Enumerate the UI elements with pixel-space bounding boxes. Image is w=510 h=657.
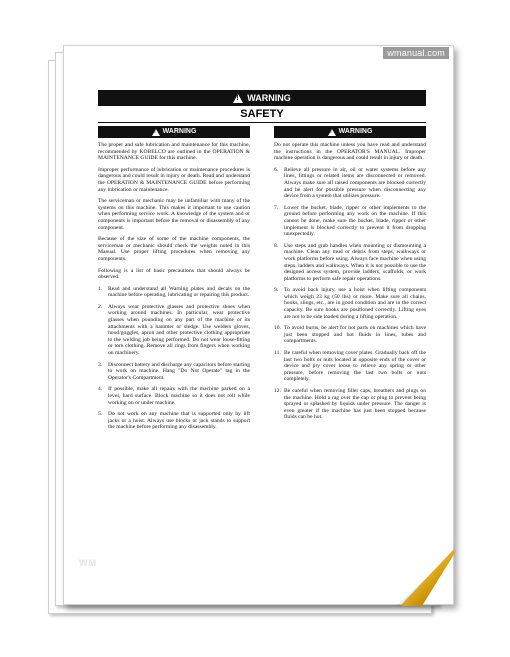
item-number: 3. [98, 361, 103, 368]
left-warning-label: WARNING [162, 127, 197, 135]
precaution-item [98, 286, 250, 299]
precaution-item [98, 362, 250, 382]
item-number: 9. [274, 287, 279, 294]
paragraph: Improper performance of lubrication or maintenance procedures is dangerous and could result in injury or death. Read and understand the OPERATION & MAINTENANCE GUIDE before performing any lubrication or maintenance. [98, 166, 250, 193]
paragraph: The proper and safe lubrication and maintenance for this machine, recommended by KOBELCO are outlined in the OPERATION & MAINTENANCE GUIDE for this machine. [98, 142, 250, 162]
paragraph: Following is a list of basic precautions that should always be observed. [98, 267, 250, 281]
warning-triangle-icon [328, 129, 336, 136]
document-page [63, 45, 454, 605]
item-text: Be careful when removing cover plates. Gradually back off the last two bolts or nuts located at opposite ends of the cover or device and pry cover loose to relieve any spring or other pressure, before removing the last two bolts or nuts completely. [284, 350, 426, 383]
item-text: Be careful when removing filler caps, breathers and plugs on the machine. Hold a rag over the cap or plug to prevent being sprayed or splashed by liquids under pressure. The danger is even greater if the machine has just been stopped because fluids can be hot. [284, 388, 426, 421]
item-number: 6. [274, 166, 279, 173]
precaution-item [274, 325, 426, 345]
item-text: If possible, make all repairs with the machine parked on a level, hard surface. Block machine so it does not roll while working on or under machine. [108, 386, 250, 406]
precaution-item [274, 388, 426, 421]
right-warning-label: WARNING [338, 127, 373, 135]
item-number: 1. [98, 285, 103, 292]
paragraph: Because of the size of some of the machine components, the serviceman or mechanic should check the weights noted in this Manual. Use proper lifting procedures when removing any components. [98, 236, 250, 262]
precaution-item [274, 350, 426, 383]
item-number: 10. [274, 325, 281, 332]
precaution-item [274, 243, 426, 283]
item-number: 8. [274, 242, 279, 249]
top-warning-banner [98, 90, 426, 106]
item-text: Use steps and grab handles when mounting or dismounting a machine. Clean any mud or debris from steps, walkways or work platforms before using. Always face machine when using steps, ladders and walkways. When it is not possible to use the designed access system, provide ladders, scaffolds, or work platforms to perform safe repair operations. [284, 242, 426, 282]
item-number: 7. [274, 204, 279, 211]
precaution-item [274, 205, 426, 238]
intro-paragraph: Do not operate this machine unless you have read and understand the instructions in the OPERATOR'S MANUAL. Improper machine operation is dangerous and could result in injury or death. [274, 142, 426, 162]
right-column [274, 126, 426, 426]
site-watermark: wmanual.com [383, 47, 449, 59]
right-warning-banner [274, 126, 426, 138]
item-number: 5. [98, 411, 103, 418]
warning-triangle-icon [233, 94, 243, 103]
top-warning-label: WARNING [247, 93, 291, 103]
warning-triangle-icon [152, 129, 160, 136]
item-text: To avoid back injury, use a hoist when lifting components which weigh 23 kg (50 lbs) or more. Make sure all chains, hooks, slings, etc., are in good condition and are in the correct capacity. Be sure hooks are positioned correctly. Lifting eyes are not to be side loaded during a lifting operation. [284, 287, 426, 320]
page-title: SAFETY [98, 106, 426, 123]
item-text: Lower the bucket, blade, ripper or other implements to the ground before performing any work on the machine. If this cannot be done, make sure the bucket, blade, ripper or other implement is blocked correctly to prevent it from dropping unexpectedly. [284, 204, 426, 238]
item-number: 11. [274, 350, 281, 357]
precaution-item [98, 386, 250, 406]
left-warning-banner [98, 126, 250, 138]
item-text: To avoid burns, be alert for hot parts on machines which have just been stopped and hot fluids in lines, tubes and compartments. [284, 325, 426, 345]
item-number: 4. [98, 386, 103, 393]
precaution-item [274, 287, 426, 320]
precaution-item [274, 167, 426, 200]
item-text: Do not work on any machine that is supported only by lift jacks or a hoist. Always use blocks or jack stands to support the machine before performing any disassembly. [108, 411, 250, 431]
item-text: Always wear protective glasses and protective shoes when working around machines. In particular, wear protective glasses when pounding on any part of the machine or its attachments with a hammer or sledge. Use welders gloves, hood/goggles, apron and other protective clothing appropriate to the welding job being performed. Do not wear loose-fitting or torn clothing. Remove all rings from fingers when working on machinery. [108, 303, 250, 357]
paragraph: The serviceman or mechanic may be unfamiliar with many of the systems on this machine. This makes it important to use caution when performing service work. A knowledge of the system and or components is important before the removal or disassembly of any component. [98, 198, 250, 231]
item-number: 2. [98, 303, 103, 310]
item-number: 12. [274, 388, 281, 394]
precaution-item [98, 304, 250, 357]
item-text: Read and understand all Warning plates and decals on the machine before operating, lubricating or repairing this product. [108, 285, 250, 299]
item-text: Relieve all pressure in air, oil or water systems before any lines, fittings or related items are disconnected or removed. Always make sure all raised components are blocked correctly and be alert for possible pressure when disconnecting any device from a system that utilizes pressure. [284, 166, 426, 200]
logo-watermark: WM [79, 558, 97, 568]
item-text: Disconnect battery and discharge any capacitors before starting to work on machine. Hang "Do Not Operate" tag in the Operator's Compartment. [108, 361, 250, 381]
precaution-item [98, 411, 250, 431]
left-column [98, 126, 250, 436]
